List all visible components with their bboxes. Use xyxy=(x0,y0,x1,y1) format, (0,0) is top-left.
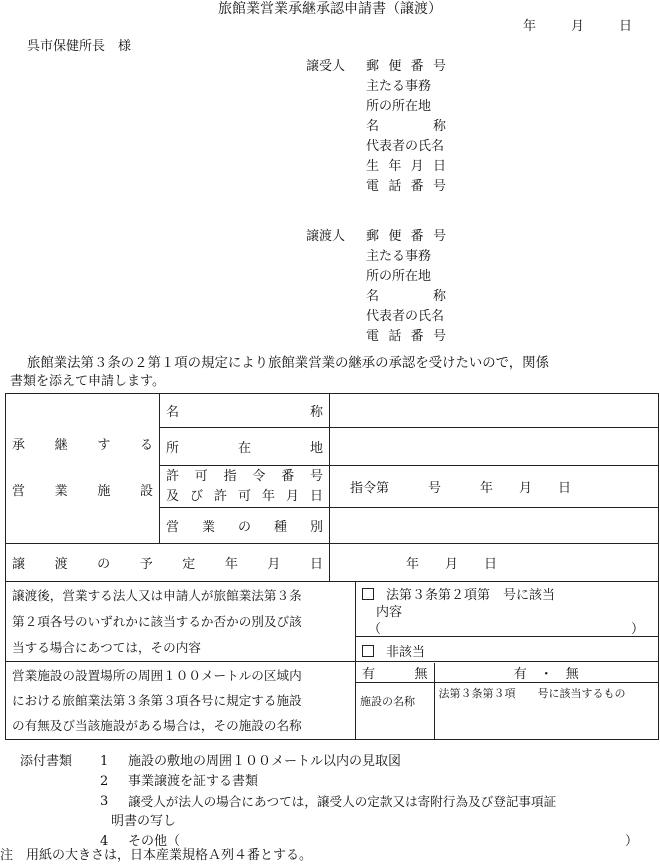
applicability-question-2: 第２項各号のいずれかに該当するか否かの別及び該 xyxy=(12,613,302,629)
statement-line-2: 書類を添えて申請します。 xyxy=(10,374,165,389)
not-applicable-checkbox[interactable] xyxy=(362,645,374,657)
attachment-1-number: 1 xyxy=(100,754,109,769)
applicable-checkbox[interactable] xyxy=(362,588,374,600)
attachment-3-text-continued: 明書の写し xyxy=(111,814,177,829)
attachment-1-text: 施設の敷地の周囲１００メートル以内の見取図 xyxy=(128,754,402,769)
attachment-3-number: 3 xyxy=(100,794,109,809)
attachment-4-text: その他（ xyxy=(128,834,181,849)
attachment-3-text: 譲受人が法人の場合にあつては，譲受人の定款又は寄附行為及び登記事項証 xyxy=(128,794,557,809)
presence-label: 有 無 xyxy=(356,663,434,683)
applicability-options-cell xyxy=(356,582,659,662)
nearby-facility-answer-cell xyxy=(356,662,659,740)
facility-name-label: 名 称 xyxy=(160,394,330,428)
business-type-value[interactable] xyxy=(330,508,659,544)
transferor-office-label-2: 所の所在地 xyxy=(366,269,432,284)
transferor-label: 譲渡人 xyxy=(306,229,346,244)
nearby-facility-question-3: の有無及び当該施設がある場合は，その施設の名称 xyxy=(12,718,302,733)
transferee-fields xyxy=(366,58,456,194)
facility-name-value-small[interactable]: 法第３条第３項 号に該当するもの xyxy=(438,687,626,700)
applicable-content-label: 内容 xyxy=(376,605,403,620)
facility-heading-cell xyxy=(6,394,160,544)
nearby-facility-question-cell xyxy=(6,662,356,740)
transferor-office-label-1: 主たる事務 xyxy=(366,249,432,264)
presence-value[interactable]: 有 ・ 無 xyxy=(434,663,658,683)
attachment-4-number: 4 xyxy=(100,834,109,849)
facility-location-label: 所 在 地 xyxy=(160,428,330,466)
attachments-label: 添付書類 xyxy=(20,754,73,769)
transferor-fields xyxy=(366,228,456,344)
nearby-facility-question-1: 営業施設の設置場所の周囲１００メートルの区域内 xyxy=(12,668,302,683)
transferee-postal-code-label: 郵 便 番 号 xyxy=(366,59,446,74)
date-year: 年 xyxy=(523,19,537,34)
application-date xyxy=(0,18,660,36)
addressee: 呉市保健所長 様 xyxy=(27,39,132,54)
application-table xyxy=(5,393,659,740)
applicability-question-3: 当する場合にあつては，その内容 xyxy=(12,639,201,655)
document-title: 旅館業営業承継承認申請書（譲渡） xyxy=(218,1,442,17)
applicable-option-label: 法第３条第２項第 号に該当 xyxy=(386,588,556,603)
transferee-name-label: 名 称 xyxy=(366,119,446,134)
transferee-office-label-2: 所の所在地 xyxy=(366,99,432,114)
permit-label-2: 及 び 許 可 年 月 日 xyxy=(166,488,323,504)
transferee-office-label-1: 主たる事務 xyxy=(366,79,432,94)
applicability-question-cell xyxy=(6,582,356,662)
transfer-date-label: 譲 渡 の 予 定 年 月 日 xyxy=(6,544,330,582)
statement-line-1: 旅館業法第３条の２第１項の規定により旅館業営業の継承の承認を受けたいので，関係 xyxy=(27,356,549,371)
transferee-representative-label: 代表者の氏名 xyxy=(366,139,445,154)
business-type-label: 営 業 の 種 別 xyxy=(160,508,330,544)
permit-value[interactable]: 指令第 号 年 月 日 xyxy=(330,466,659,508)
date-month: 月 xyxy=(571,19,585,34)
permit-label-cell xyxy=(160,466,330,508)
date-day: 日 xyxy=(619,19,633,34)
content-paren-open: （ xyxy=(368,622,382,637)
transferor-postal-code-label: 郵 便 番 号 xyxy=(366,229,446,244)
applicability-question-1: 譲渡後，営業する法人又は申請人が旅館業法第３条 xyxy=(12,587,302,603)
paper-size-note: 注 用紙の大きさは，日本産業規格Ａ列４番とする。 xyxy=(0,848,313,863)
transferee-birthdate-label: 生 年 月 日 xyxy=(366,159,446,174)
attachment-4-close-paren: ） xyxy=(625,834,639,849)
attachment-2-number: 2 xyxy=(100,774,109,789)
transferor-name-label: 名 称 xyxy=(366,289,446,304)
facility-name-value[interactable] xyxy=(330,394,659,428)
transfer-date-value[interactable]: 年 月 日 xyxy=(330,544,659,582)
transferor-phone-label: 電 話 番 号 xyxy=(366,329,446,344)
attachments-section xyxy=(5,752,655,852)
content-paren-close: ） xyxy=(630,622,644,637)
transferee-phone-label: 電 話 番 号 xyxy=(366,179,446,194)
facility-heading-1: 承 継 す る xyxy=(12,437,153,453)
attachment-2-text: 事業譲渡を証する書類 xyxy=(128,774,259,789)
facility-name-label-small: 施設の名称 xyxy=(356,683,434,739)
facility-heading-2: 営 業 施 設 xyxy=(12,483,153,499)
transferor-representative-label: 代表者の氏名 xyxy=(366,309,445,324)
facility-location-value[interactable] xyxy=(330,428,659,466)
transferee-label: 譲受人 xyxy=(306,59,346,74)
not-applicable-option-label: 非該当 xyxy=(386,645,426,660)
permit-label-1: 許 可 指 令 番 号 xyxy=(166,468,323,484)
nearby-facility-question-2: における旅館業法第３条第３項各号に規定する施設 xyxy=(12,693,302,708)
